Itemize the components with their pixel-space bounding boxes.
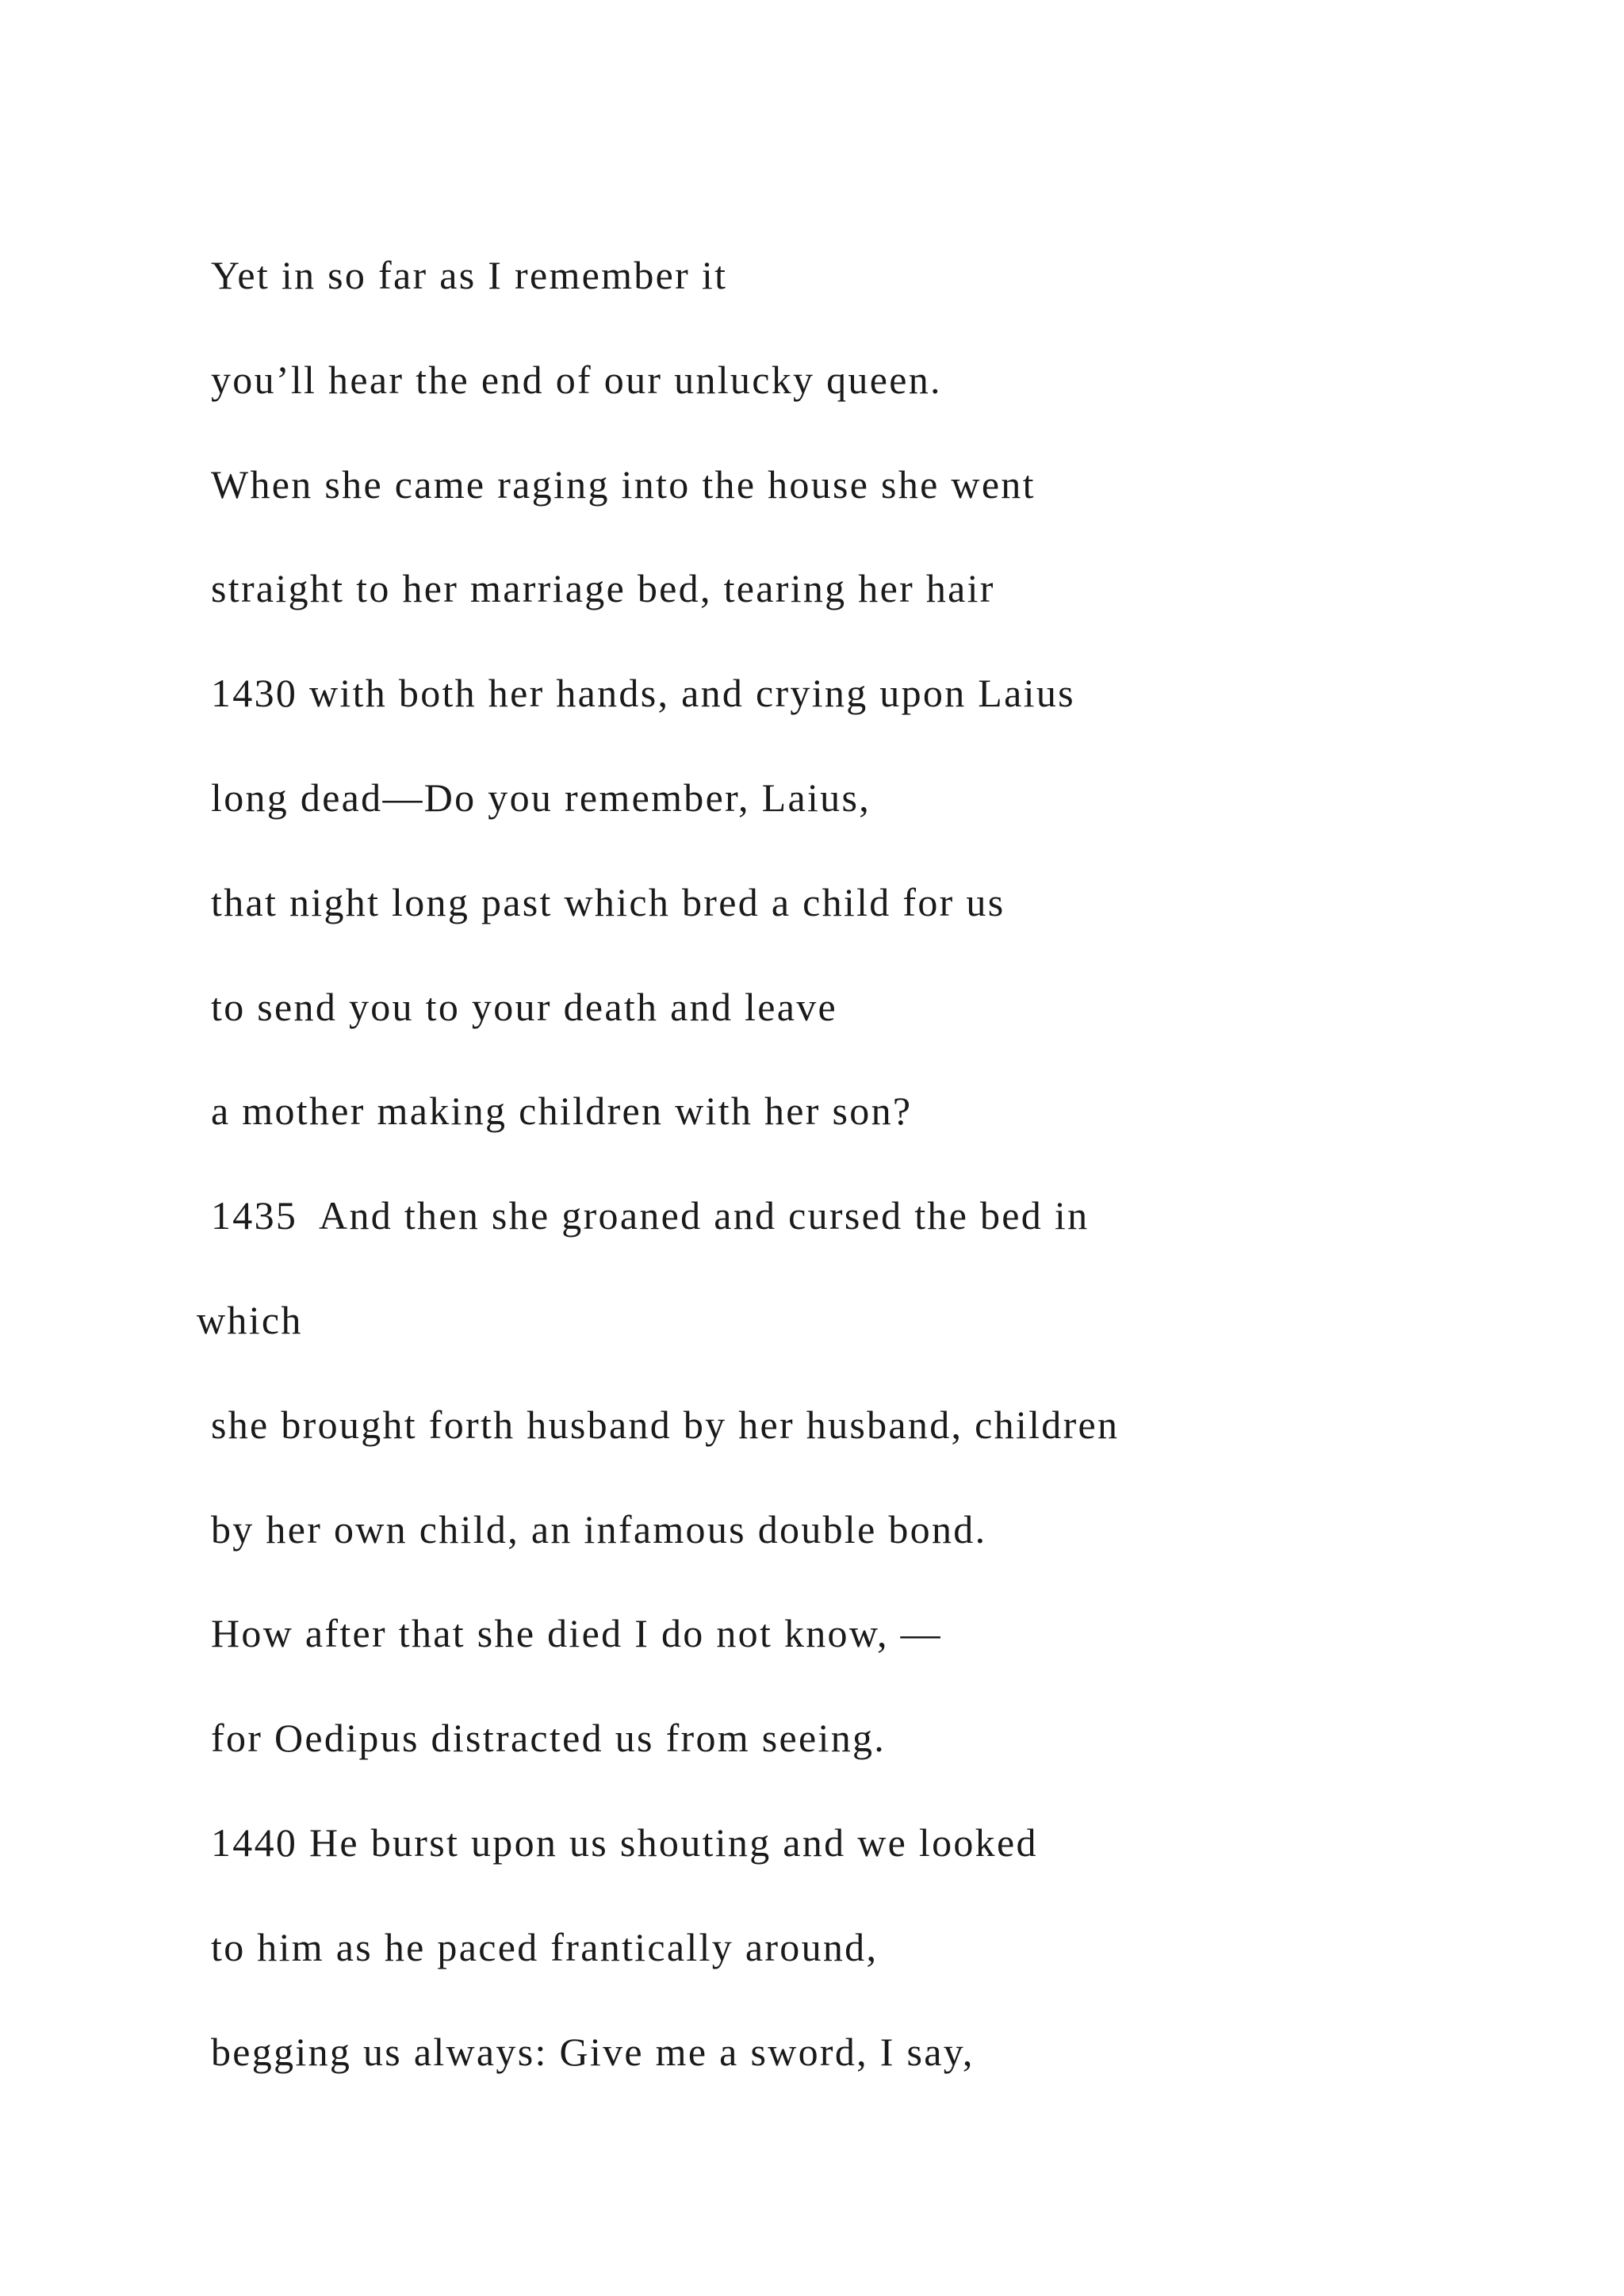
verse-line: 1430 with both her hands, and crying upon Laius xyxy=(211,671,1075,716)
verse-line: begging us always: Give me a sword, I say, xyxy=(211,2029,975,2074)
verse-line: 1435 And then she groaned and cursed the bed in xyxy=(211,1193,1090,1238)
verse-block xyxy=(0,224,1624,2104)
verse-line: Yet in so far as I remember it xyxy=(211,253,728,297)
verse-line: she brought forth husband by her husband, children xyxy=(211,1402,1120,1447)
verse-line: to him as he paced frantically around, xyxy=(211,1924,879,1969)
verse-line: that night long past which bred a child for us xyxy=(211,879,1005,924)
verse-line: for Oedipus distracted us from seeing. xyxy=(211,1716,887,1761)
verse-line: straight to her marriage bed, tearing her hair xyxy=(211,566,995,611)
verse-line: you’ll hear the end of our unlucky queen. xyxy=(211,357,942,402)
verse-line: to send you to your death and leave xyxy=(211,984,838,1029)
verse-line: 1440 He burst upon us shouting and we looked xyxy=(211,1820,1038,1865)
verse-line: How after that she died I do not know, — xyxy=(211,1611,942,1656)
verse-line: long dead—Do you remember, Laius, xyxy=(211,775,871,820)
verse-line: by her own child, an infamous double bond. xyxy=(211,1506,987,1552)
verse-line: When she came raging into the house she went xyxy=(211,461,1036,507)
verse-line-wrap: which xyxy=(197,1297,303,1342)
verse-line: a mother making children with her son? xyxy=(211,1089,913,1134)
